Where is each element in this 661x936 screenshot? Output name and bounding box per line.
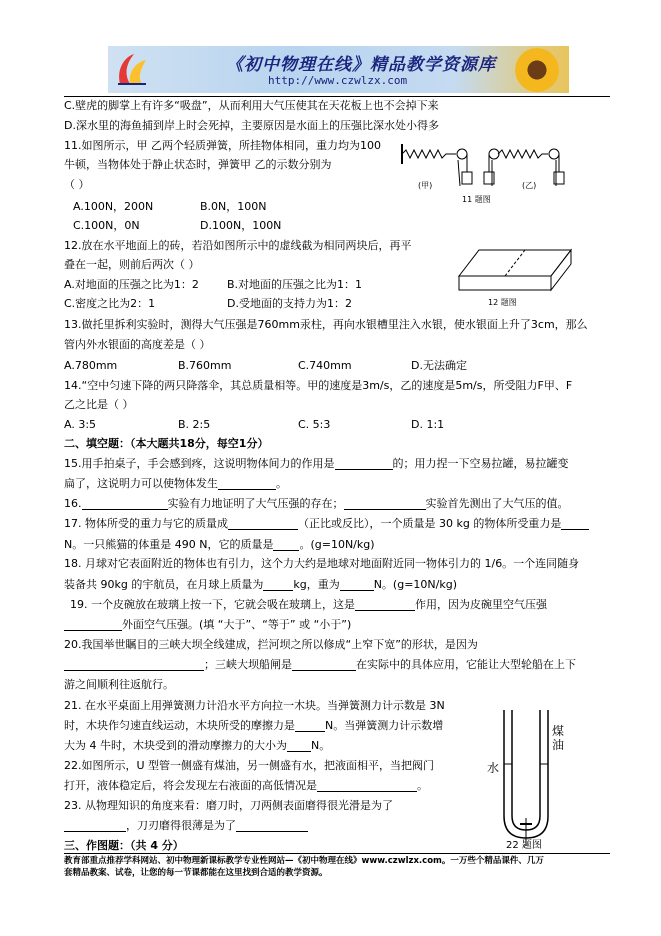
q22-text-a: 打开，液体稳定后，将会发现左右液面的高低情况是 (64, 779, 317, 792)
q20-text-b: 在实际中的具体应用，它能让大型轮船在上下 (356, 658, 576, 671)
q23-line2 (64, 819, 308, 832)
q22-blank-1[interactable] (317, 779, 417, 792)
q21-blank-1[interactable] (295, 719, 325, 732)
q18-text-b: kg，重为 (293, 578, 340, 591)
q20-text-a: ；三峡大坝船闸是 (204, 658, 292, 671)
q19-blank-2[interactable] (64, 618, 122, 631)
q21-text-c: 大为 4 牛时，木块受到的滑动摩擦力的大小为 (64, 739, 287, 752)
q14-line1: 14.“空中匀速下降的两只降落伞，其总质量相等。甲的速度是3m/s，乙的速度是5m/s，所受阻力F甲、F (64, 379, 573, 392)
q12-line2: 叠在一起，则前后两次（ ） (64, 258, 200, 271)
q17-blank-2[interactable] (561, 517, 589, 530)
q16-blank-1[interactable] (82, 497, 168, 510)
q19-line1 (70, 598, 547, 611)
site-banner (108, 46, 569, 93)
q18-text-a: 装备共 90kg 的宇航员，在月球上质量为 (64, 578, 264, 591)
fig22-label-oil: 煤油 (552, 724, 565, 752)
q19-text-c: 外面空气压强。(填 “大于”、“等于” 或 “小于”) (122, 618, 352, 631)
q14-option-b: B. 2:5 (178, 418, 211, 431)
footer-rule (64, 853, 610, 854)
q21-text-b: N。当弹簧测力计示数增 (325, 719, 444, 732)
q12-option-c: C.密度之比为2：1 (64, 297, 156, 310)
q13-option-b: B.760mm (178, 359, 232, 372)
q17-text-c: N。一只熊猫的体重是 490 N，它的质量是 (64, 538, 274, 551)
q21-line2 (64, 719, 443, 732)
q12-option-d: D.受地面的支持力为1：2 (227, 297, 352, 310)
footer-line1: 教育部重点推荐学科网站、初中物理新课标教学专业性网站—《初中物理在线》www.czwlzx.com。一万些个精品课件、几万 (64, 856, 544, 866)
section-2-heading: 二、填空题：（本大题共18分，每空1分） (64, 437, 269, 450)
q20-line3: 游之间顺利往返航行。 (64, 678, 174, 691)
banner-title: 《初中物理在线》精品教学资源库 (226, 55, 496, 75)
q21-text-a: 时，木块作匀速直线运动，木块所受的摩擦力是 (64, 719, 295, 732)
q15-line2 (64, 477, 287, 490)
q11-option-d: D.100N，100N (200, 219, 282, 232)
q11-option-a: A.100N，200N (73, 200, 154, 213)
q19-text-a: 19. 一个皮碗放在玻璃上按一下，它就会吸在玻璃上，这是 (70, 598, 355, 611)
q14-option-a: A. 3:5 (64, 418, 97, 431)
q14-option-d: D. 1:1 (411, 418, 445, 431)
q17-text-d: 。(g=10N/kg) (299, 538, 375, 551)
q20-blank-2[interactable] (292, 658, 356, 671)
q17-blank-1[interactable] (228, 517, 298, 530)
q21-blank-2[interactable] (287, 739, 311, 752)
q13-option-d: D.无法确定 (411, 359, 467, 372)
q13-line1: 13.做托里拆利实验时，测得大气压强是760mm汞柱，再向水银槽里注入水银，使水银面上升了3cm，那么 (64, 318, 588, 331)
q17-line2 (64, 538, 375, 551)
fig12-caption: 12 题图 (488, 298, 517, 307)
q15-text-d: 。 (276, 477, 287, 490)
footer-line2: 套精品教案、试卷，让您的每一节课都能在这里找到合适的教学资源。 (64, 868, 328, 878)
q13-line2: 管内外水银面的高度差是（ ） (64, 338, 211, 351)
q17-text-b: （正比或反比），一个质量是 30 kg 的物体所受重力是 (298, 517, 562, 530)
q15-text-b: 的；用力捏一下空易拉罐，易拉罐变 (392, 457, 569, 470)
q23-blank-2[interactable] (236, 819, 308, 832)
option-c: C.壁虎的脚掌上有许多“吸盘”，从而利用大气压使其在天花板上也不会掉下来 (64, 99, 439, 112)
fig22-caption: 22 题图 (506, 840, 542, 851)
q22-line1: 22.如图所示，U 型管一侧盛有煤油，另一侧盛有水，把液面相平，当把阀门 (64, 759, 435, 772)
q11-option-b: B.0N，100N (200, 200, 267, 213)
fig22-label-water: 水 (487, 761, 500, 775)
q11-option-c: C.100N，0N (73, 219, 140, 232)
option-d: D.深水里的海鱼捕到岸上时会死掉，主要原因是水面上的压强比深水处小得多 (64, 119, 439, 132)
q12-option-a: A.对地面的压强之比为1：2 (64, 278, 199, 291)
q15-blank-2[interactable] (218, 477, 276, 490)
q11-line2: 牛顿，当物体处于静止状态时，弹簧甲 乙的示数分别为 (64, 158, 332, 171)
site-logo-icon (112, 50, 150, 88)
fig11-label-left: (甲) (418, 181, 433, 190)
q14-line2: 乙之比是（ ） (64, 398, 134, 411)
fig11-label-right: (乙) (522, 181, 537, 190)
q22-line2 (64, 779, 428, 792)
q11-line3: （ ） (64, 178, 90, 191)
q17-line1 (64, 517, 589, 530)
q11-line1: 11.如图所示，甲 乙两个轻质弹簧，所挂物体相同，重力均为100 (64, 139, 381, 152)
q13-option-c: C.740mm (298, 359, 352, 372)
q14-option-c: C. 5:3 (298, 418, 331, 431)
q22-text-b: 。 (417, 779, 428, 792)
q16-text-a: 实验有力地证明了大气压强的存在； (167, 497, 344, 510)
banner-url[interactable]: http://www.czwlzx.com (268, 74, 408, 87)
q20-blank-1[interactable] (64, 658, 204, 671)
q15-blank-1[interactable] (335, 457, 393, 470)
q16-line (64, 497, 569, 510)
q18-line1: 18. 月球对它表面附近的物体也有引力，这个力大约是地球对地面附近同一物体引力的 1/6。一个连同随身 (64, 557, 580, 570)
q18-line2 (64, 578, 457, 591)
q20-line2 (64, 658, 576, 671)
q19-line2 (64, 618, 351, 631)
figure-12-brick (455, 246, 575, 294)
q16-text-b: 实验首先测出了大气压的值。 (425, 497, 569, 510)
q21-text-d: N。 (311, 739, 331, 752)
q12-option-b: B.对地面的压强之比为1：1 (227, 278, 363, 291)
header-rule (64, 96, 610, 97)
fig11-caption: 11 题图 (462, 195, 491, 204)
q15-line1 (64, 457, 569, 470)
q21-line3 (64, 739, 330, 752)
q21-line1: 21. 在水平桌面上用弹簧测力计沿水平方向拉一木块。当弹簧测力计示数是 3N (64, 699, 445, 712)
q23-line1: 23. 从物理知识的角度来看：磨刀时，刀两侧表面磨得很光滑是为了 (64, 799, 393, 812)
q18-blank-1[interactable] (263, 578, 293, 591)
sunflower-icon (515, 48, 559, 92)
q18-blank-2[interactable] (340, 578, 374, 591)
q16-blank-2[interactable] (344, 497, 426, 510)
q20-line1: 20.我国举世瞩目的三峡大坝全线建成，拦河坝之所以修成“上窄下宽”的形状，是因为 (64, 638, 478, 651)
q19-blank-1[interactable] (355, 598, 415, 611)
q19-text-b: 作用，因为皮碗里空气压强 (415, 598, 547, 611)
section-3-heading: 三、作图题：（共 4 分） (64, 839, 184, 852)
q12-line1: 12.放在水平地面上的砖，若沿如图所示中的虚线截为相同两块后，再平 (64, 239, 412, 252)
q15-text-c: 扁了，这说明力可以使物体发生 (64, 477, 218, 490)
q13-option-a: A.780mm (64, 359, 118, 372)
q17-blank-3[interactable] (273, 538, 299, 551)
q16-num: 16. (64, 497, 82, 510)
q18-text-c: N。(g=10N/kg) (373, 578, 457, 591)
q17-text-a: 17. 物体所受的重力与它的质量成 (64, 517, 228, 530)
q15-text-a: 15.用手拍桌子，手会感到疼，这说明物体间力的作用是 (64, 457, 335, 470)
q23-blank-1[interactable] (64, 819, 126, 832)
q23-text-a: ，刀刃磨得很薄是为了 (126, 819, 236, 832)
